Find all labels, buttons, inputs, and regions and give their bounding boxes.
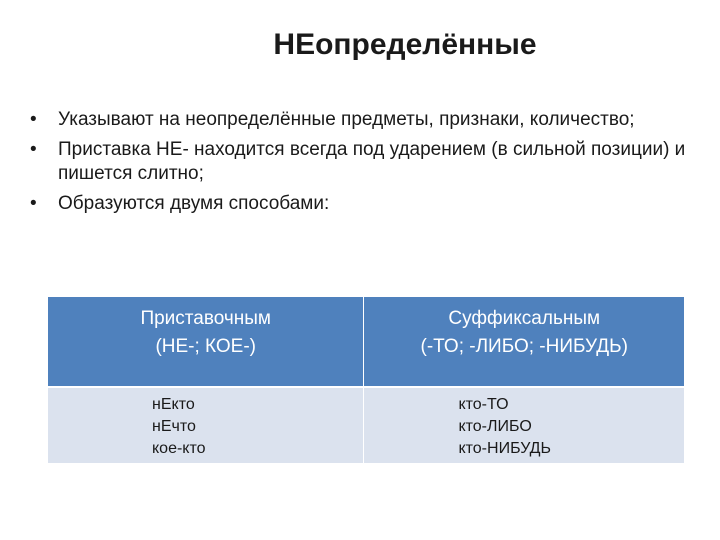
list-item: кто-ЛИБО (458, 418, 532, 435)
header-sublabel: (НЕ-; КОЕ-) (155, 336, 257, 357)
list-item: нЕчто (152, 418, 196, 435)
list-item: кто-ТО (458, 396, 509, 413)
header-label: Приставочным (140, 308, 271, 329)
list-item: кто-НИБУДЬ (458, 440, 551, 457)
bullet-text: Образуются двумя способами: (58, 193, 330, 214)
header-label: Суффиксальным (448, 308, 601, 329)
bullet-item (28, 108, 698, 132)
bullet-dot-icon: • (30, 193, 37, 214)
bullet-list (28, 108, 698, 222)
slide-title: НЕопределённые (273, 28, 537, 61)
table-row (48, 387, 684, 463)
bullet-item (28, 138, 698, 186)
list-item: кое-кто (152, 440, 206, 457)
bullet-text: Приставка НЕ- находится всегда под ударением (в сильной позиции) и пишется слитно; (58, 139, 686, 184)
bullet-text: Указывают на неопределённые предметы, признаки, количество; (58, 109, 635, 130)
suffix-examples-cell (364, 387, 684, 463)
bullet-item (28, 192, 698, 216)
table-header-row (48, 297, 684, 387)
header-suffix-method (364, 297, 684, 387)
prefix-examples-cell (48, 387, 364, 463)
list-item: нЕкто (152, 396, 195, 413)
header-prefix-method (48, 297, 364, 387)
bullet-dot-icon: • (30, 109, 37, 130)
bullet-dot-icon: • (30, 139, 37, 160)
methods-table (48, 297, 684, 463)
header-sublabel: (-ТО; -ЛИБО; -НИБУДЬ) (420, 336, 628, 357)
